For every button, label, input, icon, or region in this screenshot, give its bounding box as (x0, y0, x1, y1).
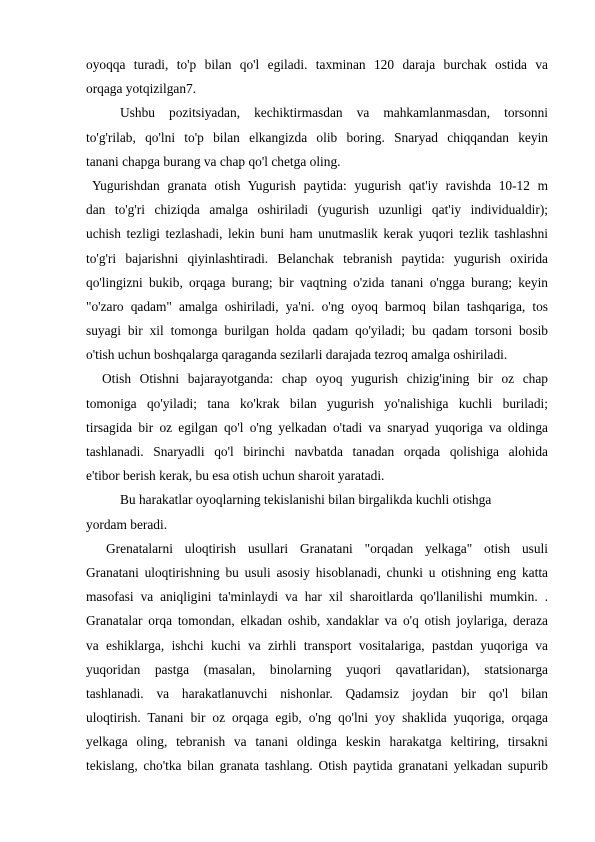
footnote-marker: 7. (186, 81, 197, 97)
text-line: suyagi bir xil tomonga burilgan holda qadam qo'yiladi; bu qadam torsoni bosib (86, 323, 548, 339)
text-line: tirsagida bir oz egilgan qo'l o'ng yelkadan o'tadi va snaryad yuqoriga va oldinga (86, 419, 548, 435)
text-line: uchish tezligi tezlashadi, lekin buni ham unutmaslik kerak yuqori tezlik tashlashni (86, 226, 548, 242)
paragraph-start: Bu harakatlar oyoqlarning tekislanishi bilan birgalikda kuchli otishga (120, 492, 492, 508)
paragraph-start: Otish Otishni bajarayotganda: chap oyoq yugurish chizig'ining bir oz chap (102, 371, 548, 387)
text-line: yuqoridan pastga (masalan, binolarning yuqori qavatlaridan), statsionarga (86, 661, 548, 677)
text-line: uloqtirish. Tanani bir oz orqaga egib, o'ng qo'lni yoy shaklida yuqoriga, orqaga (86, 710, 548, 726)
text-line-content: orqaga yotqizilgan (86, 81, 187, 97)
paragraph-end: yordam beradi. (86, 516, 168, 532)
paragraph-end: e'tibor berish kerak, bu esa otish uchun sharoit yaratadi. (86, 468, 385, 484)
text-line: tashlanadi. va harakatlanuvchi nishonlar. Qadamsiz joydan bir qo'l bilan (86, 685, 548, 701)
paragraph-end: o'tish uchun boshqalarga qaraganda sezilarli darajada tezroq amalga oshiriladi. (86, 347, 508, 363)
text-line: "o'zaro qadam" amalga oshiriladi, ya'ni. o'ng oyoq barmoq bilan tashqariga, tos (86, 298, 548, 314)
text-line: tashlanadi. Snaryadli qo'l birinchi navbatda tanadan orqada qolishiga alohida (86, 444, 548, 459)
paragraph-start: Grenatalarni uloqtirish usullari Granatani "orqadan yelkaga" otish usuli (106, 540, 548, 556)
text-line: Granatalar orqa tomondan, elkadan oshib, xandaklar va o'q otish joylariga, deraza (86, 613, 548, 629)
text-line: oyoqqa turadi, to'p bilan qo'l egiladi. taxminan 120 daraja burchak ostida va (86, 57, 548, 72)
text-line: Granatani uloqtirishning bu usuli asosiy hisoblanadi, chunki u otishning eng katta (86, 564, 548, 580)
text-line: qo'lingizni bukib, orqaga burang; bir vaqtning o'zida tanani o'ngga burang; keyin (86, 274, 548, 290)
paragraph-start: Ushbu pozitsiyadan, kechiktirmasdan va mahkamlanmasdan, torsonni (120, 105, 548, 121)
text-line: tomoniga qo'yiladi; tana ko'krak bilan yugurish yo'nalishiga kuchli buriladi; (86, 395, 548, 411)
document-page (86, 53, 548, 779)
paragraph-start: Yugurishdan granata otish Yugurish paytida: yugurish qat'iy ravishda 10-12 m (92, 177, 548, 193)
text-line: va eshiklarga, ishchi kuchi va zirhli transport vositalariga, pastdan yuqoriga va (86, 637, 548, 653)
text-line: to'g'rilab, qo'lni to'p bilan elkangizda olib boring. Snaryad chiqqandan keyin (86, 129, 548, 145)
paragraph-end: tanani chapga burang va chap qo'l chetga oling. (86, 153, 341, 169)
text-line: to'g'ri bajarishni qiyinlashtiradi. Belanchak tebranish paytida: yugurish oxirida (86, 250, 548, 266)
text-line: tekislang, cho'tka bilan granata tashlang. Otish paytida granatani yelkadan supurib (86, 758, 548, 774)
text-line-with-footnote (86, 77, 548, 101)
text-line: yelkaga oling, tebranish va tanani oldinga keskin harakatga keltiring, tirsakni (86, 734, 548, 750)
text-line: masofasi va aniqligini ta'minlaydi va har xil sharoitlarda qo'llanilishi mumkin. . (86, 589, 548, 605)
text-line: dan to'g'ri chiziqda amalga oshiriladi (yugurish uzunligi qat'iy individualdir); (86, 202, 548, 218)
